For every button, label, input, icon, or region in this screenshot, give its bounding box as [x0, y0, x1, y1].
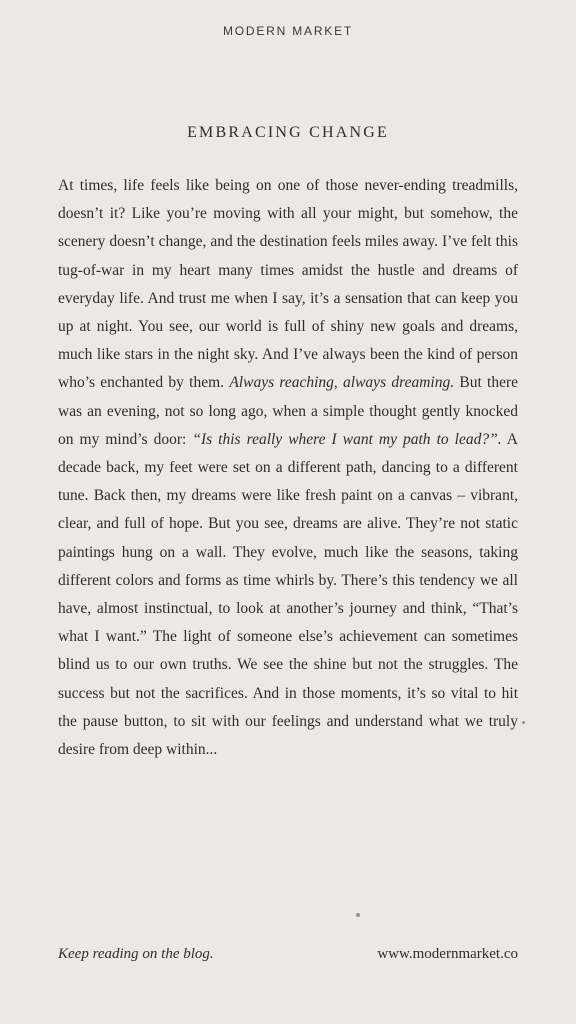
body-text-part-2: But there was an evening, not so long ago, when a simple thought gently knocked on my mind’s door: [58, 374, 519, 448]
website-url-link[interactable]: www.modernmarket.co [377, 946, 518, 962]
article-body [58, 172, 518, 764]
keep-reading-link[interactable]: Keep reading on the blog. [58, 946, 214, 962]
body-text-part-1: At times, life feels like being on one of those never-ending treadmills, doesn’t it? Like you’re moving with all your might, but somehow, the scenery doesn’t change, and the destination feels miles away. I’ve felt this tug-of-war in my heart many times amidst the hustle and dreams of everyday life. And trust me when I say, it’s a sensation that can keep you up at night. You see, our world is full of shiny new goals and dreams, much like stars in the night sky. And I’ve always been the kind of person who’s enchanted by them. [58, 177, 518, 392]
body-italic-quote: “Is this really where I want my path to lead?”. [192, 430, 502, 448]
body-italic-phrase-1: Always reaching, always dreaming. [229, 374, 455, 392]
paper-speck [356, 913, 360, 917]
body-text-part-3: A decade back, my feet were set on a different path, dancing to a different tune. Back then, my dreams were like fresh paint on a canvas – vibrant, clear, and full of hope. But you see, dreams are alive. They’re not static paintings hung on a wall. They evolve, much like the seasons, taking different colors and forms as time whirls by. There’s this tendency we all have, almost instinctual, to look at another’s journey and think, “That’s what I want.” The light of someone else’s achievement can sometimes blind us to our own truths. We see the shine but not the struggles. The success but not the sacrifices. And in those moments, it’s so vital to hit the pause button, to sit with our feelings and understand what we truly desire from deep within... [58, 430, 518, 759]
article-title: EMBRACING CHANGE [187, 124, 389, 141]
brand-name: MODERN MARKET [222, 24, 354, 38]
paper-speck [522, 721, 525, 724]
